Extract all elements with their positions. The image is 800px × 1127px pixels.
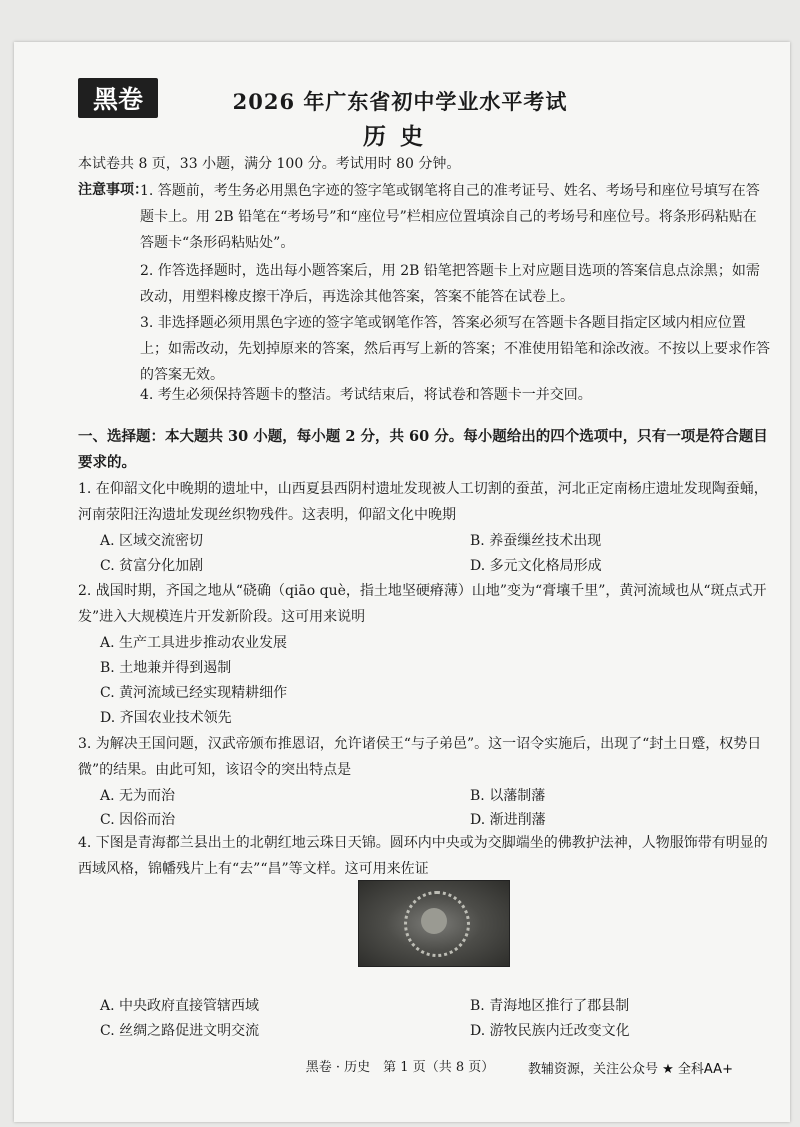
page-footer: 黑卷 · 历史 第 1 页（共 8 页） [305,1060,495,1075]
question-3-option-a[interactable]: A. 无为而治 [100,788,176,804]
question-4-option-a[interactable]: A. 中央政府直接管辖西域 [100,998,260,1014]
question-4-option-c[interactable]: C. 丝绸之路促进文明交流 [100,1023,260,1039]
question-4-option-b[interactable]: B. 青海地区推行了郡县制 [470,998,630,1014]
question-4-stem: 4. 下图是青海都兰县出土的北朝红地云珠日天锦。圆环内中央或为交脚端坐的佛教护法神，人物服饰带有明显的西域风格，锦幡残片上有“去”“昌”等文样。这可用来佐证 [78,835,768,877]
notice-item-1: 1. 答题前，考生务必用黑色字迹的签字笔或钢笔将自己的准考证号、姓名、考场号和座位号填写在答题卡上。用 2B 铅笔在“考场号”和“座位号”栏相应位置填涂自己的考场号和座位号。将条形码粘贴在答题卡“条形码粘贴处”。 [140,183,760,251]
exam-badge: 黑卷 [78,78,158,118]
exam-title: 2026 年广东省初中学业水平考试 [232,89,568,114]
question-3-stem: 3. 为解决王国问题，汉武帝颁布推恩诏，允许诸侯王“与子弟邑”。这一诏令实施后，出现了“封土日蹙，权势日微”的结果。由此可知，该诏令的突出特点是 [78,736,762,778]
question-2-option-c[interactable]: C. 黄河流域已经实现精耕细作 [100,685,288,701]
notice-item-2: 2. 作答选择题时，选出每小题答案后，用 2B 铅笔把答题卡上对应题目选项的答案信息点涂黑；如需改动，用塑料橡皮擦干净后，再选涂其他答案，答案不能答在试卷上。 [140,263,760,305]
question-2-option-a[interactable]: A. 生产工具进步推动农业发展 [100,635,288,651]
question-2-option-b[interactable]: B. 土地兼并得到遏制 [100,660,232,676]
question-1-option-a[interactable]: A. 区域交流密切 [100,533,204,549]
question-1-option-c[interactable]: C. 贫富分化加剧 [100,558,204,574]
notice-label: 注意事项： [78,182,148,198]
question-1-stem: 1. 在仰韶文化中晚期的遗址中，山西夏县西阴村遗址发现被人工切割的蚕茧，河北正定南杨庄遗址发现陶蚕蛹，河南荥阳汪沟遗址发现丝织物残件。这表明，仰韶文化中晚期 [78,481,768,523]
notice-item-4: 4. 考生必须保持答题卡的整洁。考试结束后，将试卷和答题卡一并交回。 [140,387,592,403]
question-2-stem: 2. 战国时期，齐国之地从“硗确（qiāo què，指土地坚硬瘠薄）山地”变为“膏壤千里”，黄河流域也从“斑点式开发”进入大规模连片开发新阶段。这可用来说明 [78,583,767,625]
question-4-option-d[interactable]: D. 游牧民族内迁改变文化 [470,1023,630,1039]
brocade-center-figure [421,908,447,934]
question-3-option-d[interactable]: D. 渐进削藩 [470,812,546,828]
question-3-option-b[interactable]: B. 以藩制藩 [470,788,546,804]
brocade-photo [358,880,510,967]
question-2-option-d[interactable]: D. 齐国农业技术领先 [100,710,232,726]
exam-intro: 本试卷共 8 页，33 小题，满分 100 分。考试用时 80 分钟。 [78,156,461,172]
notice-item-3: 3. 非选择题必须用黑色字迹的签字笔或钢笔作答，答案必须写在答题卡各题目指定区域内相应位置上；如需改动，先划掉原来的答案，然后再写上新的答案；不准使用铅笔和涂改液。不按以上要求作答的答案无效。 [140,315,770,383]
question-1-option-b[interactable]: B. 养蚕缫丝技术出现 [470,533,602,549]
section-heading: 一、选择题：本大题共 30 小题，每小题 2 分，共 60 分。每小题给出的四个选项中，只有一项是符合题目要求的。 [78,428,768,471]
promo-text: 教辅资源，关注公众号 ★ 全科AA+ [528,1062,733,1077]
exam-subject: 历史 [363,123,437,150]
question-3-option-c[interactable]: C. 因俗而治 [100,812,176,828]
question-1-option-d[interactable]: D. 多元文化格局形成 [470,558,602,574]
